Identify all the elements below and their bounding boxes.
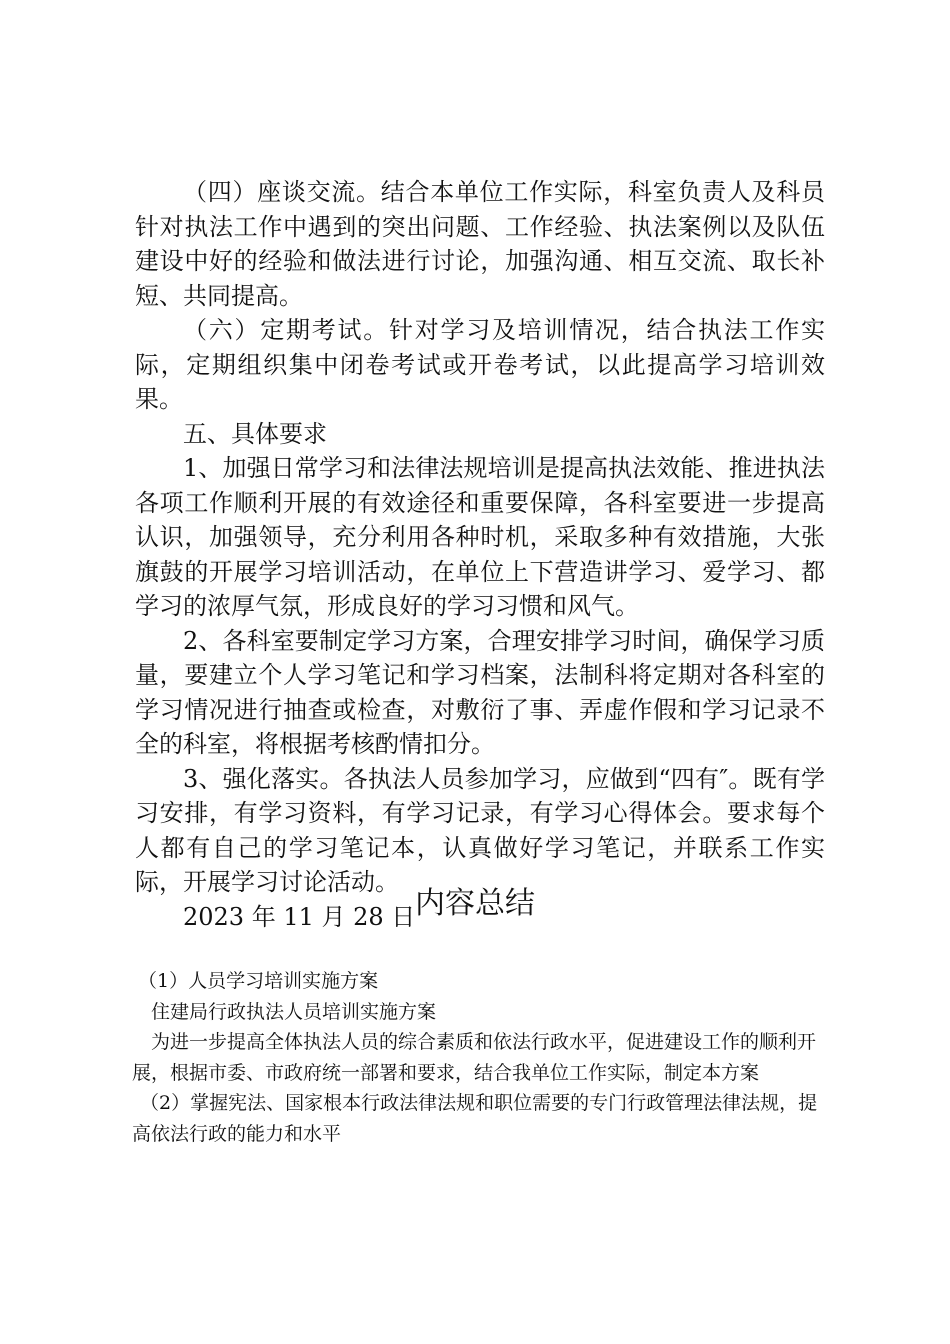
paragraph-requirement-1: 1、加强日常学习和法律法规培训是提高执法效能、推进执法各项工作顺利开展的有效途径和重要保障，各科室要进一步提高认识，加强领导，充分利用各种时机，采取多种有效措施，大张旗鼓的开展学习培训活动，在单位上下营造讲学习、爱学习、都学习的浓厚气氛，形成良好的学习习惯和风气。 bbox=[135, 454, 825, 620]
document-body bbox=[135, 175, 825, 934]
summary-title: 内容总结 bbox=[415, 886, 535, 921]
section-heading-requirements: 五、具体要求 bbox=[183, 419, 327, 448]
document-date: 2023 年 11 月 28 日 bbox=[183, 902, 416, 931]
paragraph-requirement-3: 3、强化落实。各执法人员参加学习，应做到“四有″。既有学习安排，有学习资料，有学习记录，有学习心得体会。要求每个人都有自己的学习笔记本，认真做好学习笔记，并联系工作实际，开展学习讨论活动。 bbox=[135, 764, 825, 896]
summary-item-4: （2）掌握宪法、国家根本行政法律法规和职位需要的专门行政管理法律法规，提高依法行政的能力和水平 bbox=[132, 1092, 818, 1145]
paragraph-requirement-2: 2、各科室要制定学习方案，合理安排学习时间，确保学习质量，要建立个人学习笔记和学习档案，法制科将定期对各科室的学习情况进行抽查或检查，对敷衍了事、弄虚作假和学习记录不全的科室，将根据考核酌情扣分。 bbox=[135, 626, 825, 758]
summary-item-3: 为进一步提高全体执法人员的综合素质和依法行政水平，促进建设工作的顺利开展，根据市委、市政府统一部署和要求，结合我单位工作实际，制定本方案 bbox=[132, 1031, 817, 1084]
paragraph-symposium: （四）座谈交流。结合本单位工作实际，科室负责人及科员针对执法工作中遇到的突出问题、工作经验、执法案例以及队伍建设中好的经验和做法进行讨论，加强沟通、相互交流、取长补短、共同提高。 bbox=[135, 178, 825, 310]
paragraph-periodic-exam: （六）定期考试。针对学习及培训情况，结合执法工作实际，定期组织集中闭卷考试或开卷考试，以此提高学习培训效果。 bbox=[135, 316, 825, 413]
summary-item-1: （1）人员学习培训实施方案 bbox=[138, 970, 379, 992]
summary-body bbox=[132, 966, 832, 1149]
summary-item-2: 住建局行政执法人员培训实施方案 bbox=[151, 1000, 437, 1023]
